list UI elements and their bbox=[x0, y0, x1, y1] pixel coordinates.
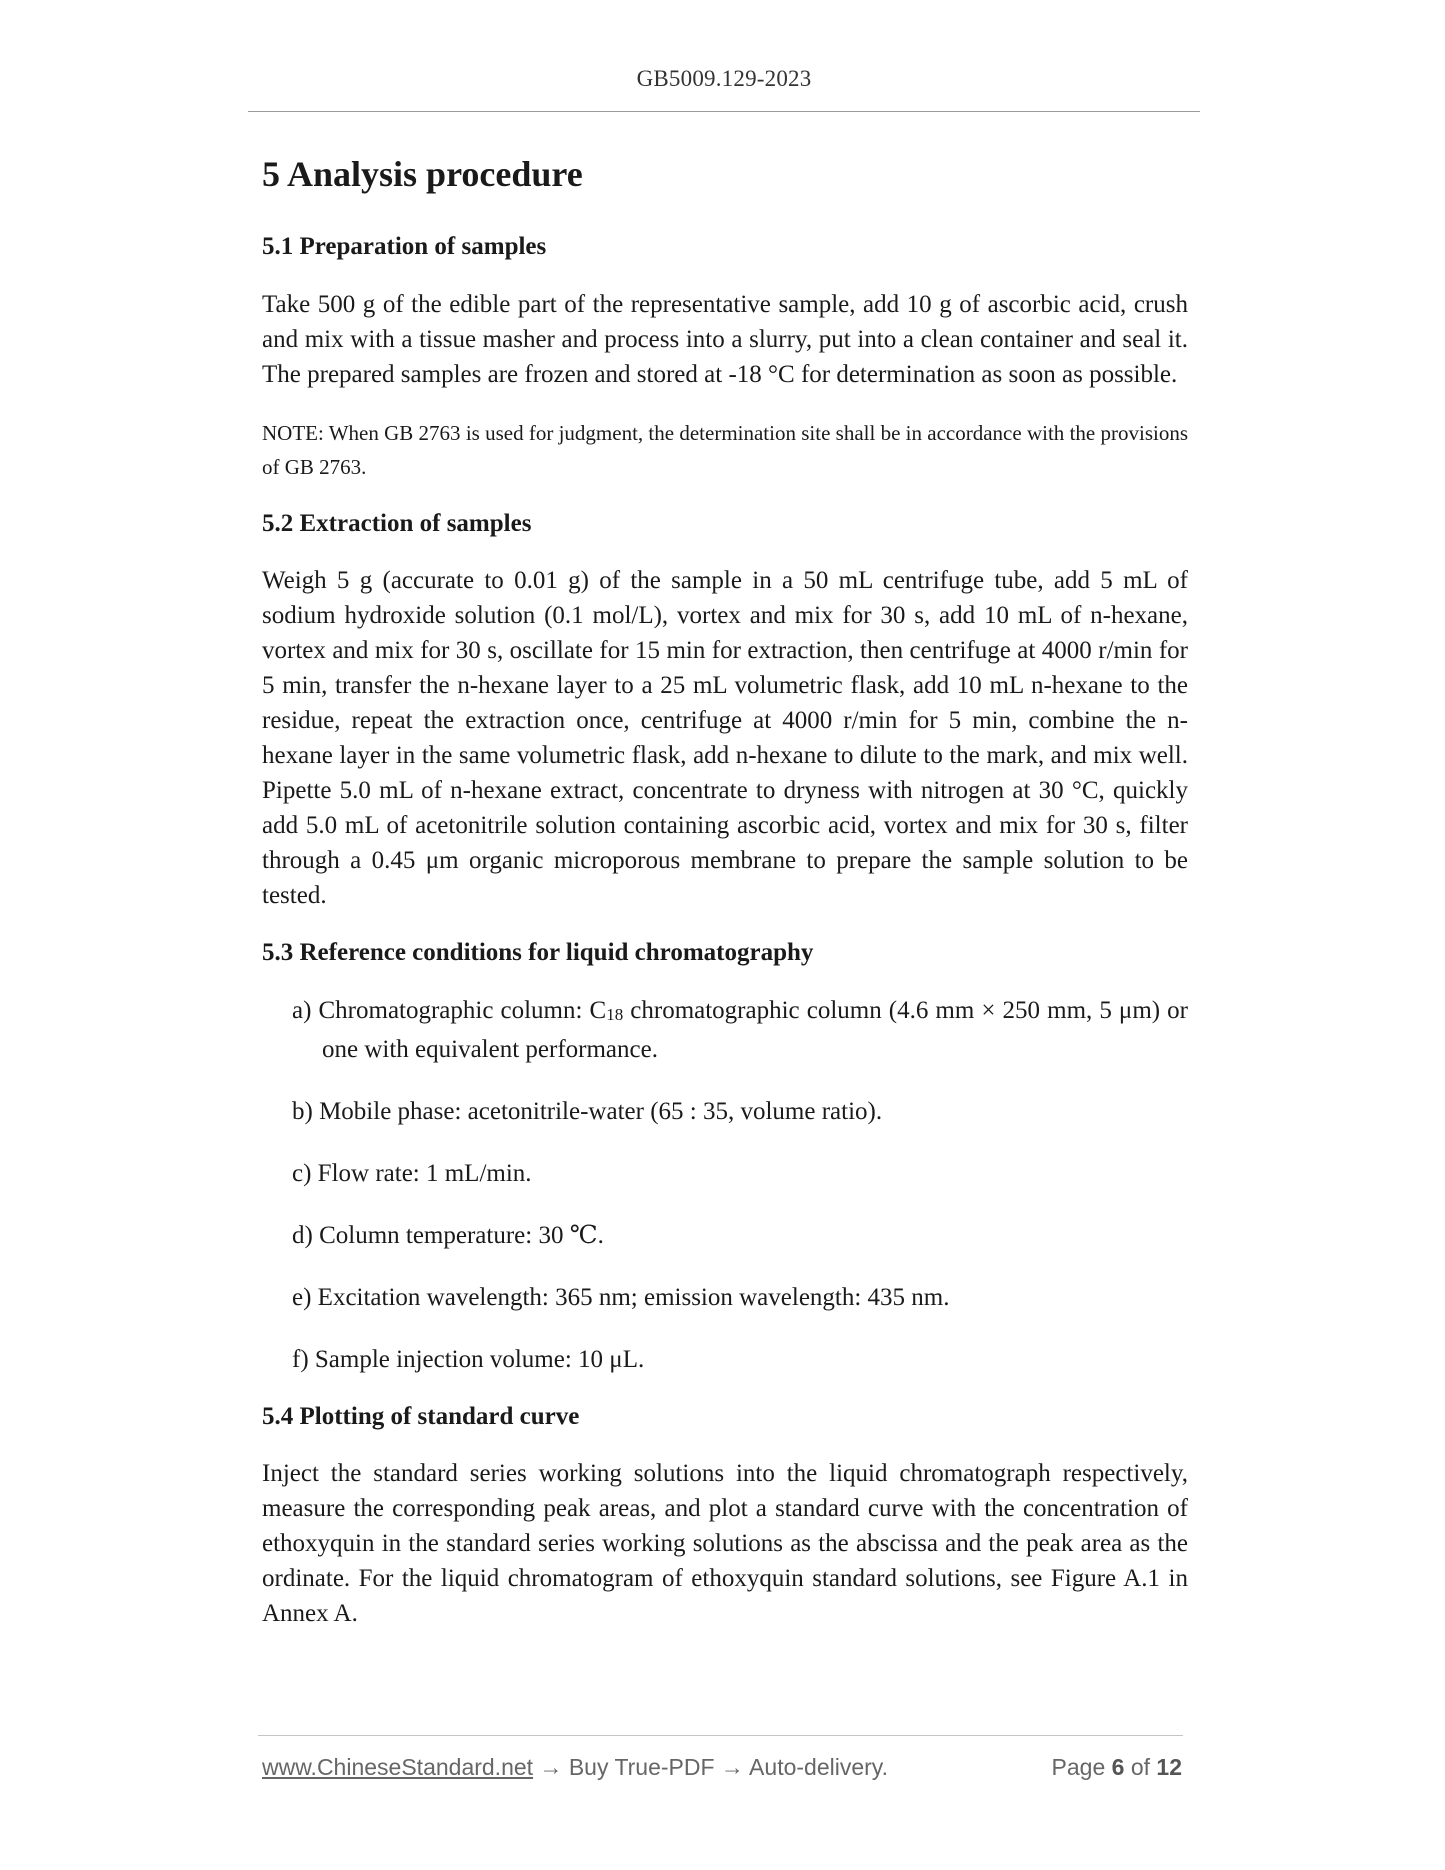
footer-promo bbox=[262, 1754, 888, 1781]
chromatography-conditions-list bbox=[262, 993, 1188, 1377]
section-title: 5 Analysis procedure bbox=[262, 154, 583, 194]
page-current: 6 bbox=[1111, 1754, 1125, 1780]
subsection-title-5-3: 5.3 Reference conditions for liquid chromatography bbox=[262, 939, 814, 966]
paragraph-preparation: Take 500 g of the edible part of the representative sample, add 10 g of ascorbic acid, crush and mix with a tissue masher and process into a slurry, put into a clean container and seal it. The prepared samples are frozen and stored at -18 °C for determination as soon as possible. bbox=[262, 290, 1188, 388]
site-link[interactable]: www.ChineseStandard.net bbox=[262, 1754, 534, 1780]
list-item-mobile-phase: b) Mobile phase: acetonitrile-water (65 : 35, volume ratio). bbox=[292, 1097, 883, 1125]
header-divider bbox=[248, 111, 1200, 112]
paragraph-extraction: Weigh 5 g (accurate to 0.01 g) of the sample in a 50 mL centrifuge tube, add 5 mL of sodium hydroxide solution (0.1 mol/L), vortex and mix for 30 s, add 10 mL of n-hexane, vortex and mix for 30 s, oscillate for 15 min for extraction, then centrifuge at 4000 r/min for 5 min, transfer the n-hexane layer to a 25 mL volumetric flask, add 10 mL n-hexane to the residue, repeat the extraction once, centrifuge at 4000 r/min for 5 min, combine the n-hexane layer in the same volumetric flask, add n-hexane to dilute to the mark, and mix well. Pipette 5.0 mL of n-hexane extract, concentrate to dryness with nitrogen at 30 °C, quickly add 5.0 mL of acetonitrile solution containing ascorbic acid, vortex and mix for 30 s, filter through a 0.45 μm organic microporous membrane to prepare the sample solution to be tested. bbox=[262, 567, 1188, 909]
footer-divider bbox=[258, 1735, 1183, 1736]
list-item-column bbox=[292, 993, 1188, 1067]
item-a-prefix: a) Chromatographic column: C bbox=[292, 996, 607, 1024]
item-a-subscript: 18 bbox=[606, 1004, 624, 1024]
note-paragraph: NOTE: When GB 2763 is used for judgment, the determination site shall be in accordance with the provisions of GB 2763. bbox=[262, 420, 1188, 479]
paragraph-standard-curve: Inject the standard series working solutions into the liquid chromatograph respectively, measure the corresponding peak areas, and plot a standard curve with the concentration of ethoxyquin in the standard series working solutions as the abscissa and the peak area as the ordinate. For the liquid chromatogram of ethoxyquin standard solutions, see Figure A.1 in Annex A. bbox=[262, 1460, 1188, 1627]
item-a-suffix: chromatographic column (4.6 mm × 250 mm, 5 μm) or one with equivalent performance. bbox=[322, 996, 1188, 1063]
footer-promo-text: → Buy True-PDF → Auto-delivery. bbox=[533, 1754, 888, 1780]
page-label: Page bbox=[1051, 1754, 1112, 1780]
page-of-label: of bbox=[1124, 1754, 1157, 1780]
subsection-title-5-4: 5.4 Plotting of standard curve bbox=[262, 1402, 580, 1430]
list-item-injection-volume: f) Sample injection volume: 10 μL. bbox=[292, 1345, 645, 1373]
list-item-flow-rate: c) Flow rate: 1 mL/min. bbox=[292, 1159, 532, 1187]
list-item-wavelength: e) Excitation wavelength: 365 nm; emission wavelength: 435 nm. bbox=[292, 1283, 950, 1311]
page-number bbox=[1052, 1754, 1182, 1781]
subsection-title-5-2: 5.2 Extraction of samples bbox=[262, 509, 532, 537]
header-standard-code: GB5009.129-2023 bbox=[636, 66, 812, 91]
subsection-title-5-1: 5.1 Preparation of samples bbox=[262, 233, 547, 260]
document-content bbox=[262, 152, 1188, 1655]
list-item-column-temperature: d) Column temperature: 30 ℃. bbox=[292, 1221, 604, 1249]
page-total: 12 bbox=[1156, 1754, 1182, 1780]
